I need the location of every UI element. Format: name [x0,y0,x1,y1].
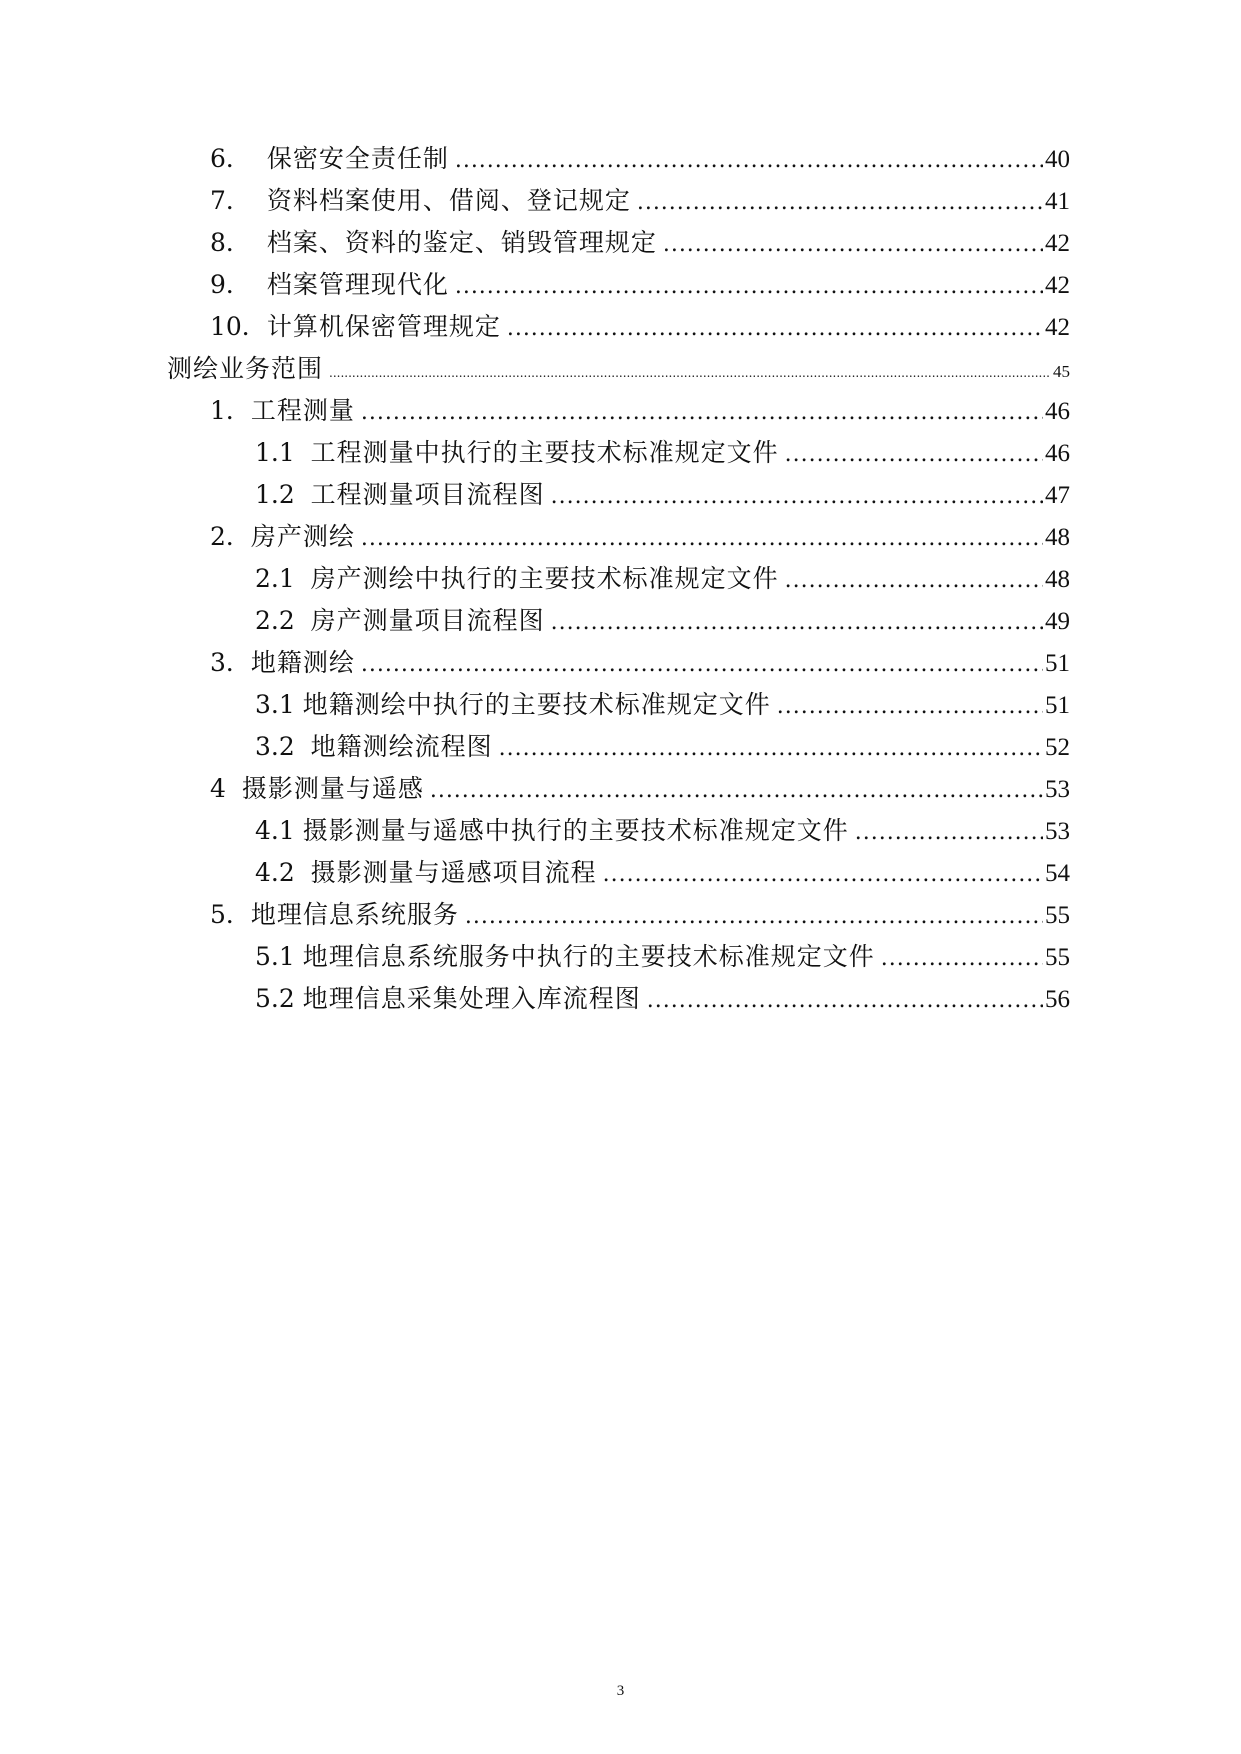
toc-subentry[interactable] [255,726,1070,768]
toc-entry-title: 地籍测绘流程图 [310,732,493,761]
toc-subentry[interactable] [255,558,1070,600]
toc-entry-number: 6． [210,144,267,173]
toc-entry[interactable] [210,222,1070,264]
toc-entry-number: 5.2 [255,984,303,1013]
toc-entry-title: 测绘业务范围 [167,354,324,383]
toc-section-heading[interactable] [167,348,1070,390]
toc-subentry[interactable] [255,600,1070,642]
toc-entry-page: 54 [1045,860,1070,887]
toc-entry[interactable] [210,138,1070,180]
toc-entry-page: 40 [1045,146,1070,173]
toc-subentry[interactable] [255,474,1070,516]
toc-dot-leader [603,854,1043,896]
toc-entry-number: 3.1 [255,690,303,719]
toc-entry-title: 地理信息系统服务中执行的主要技术标准规定文件 [302,942,875,971]
toc-entry-page: 53 [1045,818,1070,845]
toc-entry-number: 4.1 [255,816,303,845]
toc-subentry[interactable] [255,810,1070,852]
toc-entry-title: 摄影测量与遥感 [241,774,424,803]
toc-entry-title: 档案管理现代化 [266,270,449,299]
toc-entry-page: 46 [1045,440,1070,467]
toc-entry-title: 地籍测绘中执行的主要技术标准规定文件 [302,690,771,719]
toc-entry-title: 资料档案使用、借阅、登记规定 [266,186,631,215]
toc-entry-title: 房产测量项目流程图 [310,606,545,635]
toc-dot-leader [465,896,1043,938]
toc-dot-leader [455,140,1043,182]
toc-entry-title: 房产测绘中执行的主要技术标准规定文件 [310,564,779,593]
toc-dot-leader [361,644,1043,686]
toc-subentry[interactable] [255,852,1070,894]
toc-entry-number: 4.2 [255,858,311,887]
toc-entry-title: 工程测量 [250,396,355,425]
toc-dot-leader [785,434,1043,476]
toc-entry-number: 7． [210,186,267,215]
toc-entry-number: 1.1 [255,438,311,467]
toc-entry-page: 48 [1045,524,1070,551]
toc-dot-leader [785,560,1043,602]
toc-entry-title: 房产测绘 [250,522,355,551]
toc-entry-number: 10． [210,312,267,341]
toc-entry-title: 地籍测绘 [250,648,355,677]
toc-entry-title: 地理信息采集处理入库流程图 [302,984,641,1013]
toc-entry-page: 55 [1045,902,1070,929]
toc-entry-page: 48 [1045,566,1070,593]
toc-subentry[interactable] [255,978,1070,1020]
toc-entry-page: 41 [1045,188,1070,215]
toc-entry[interactable] [210,390,1070,432]
toc-entry-page: 56 [1045,986,1070,1013]
toc-dot-leader [455,266,1043,308]
toc-entry-title: 档案、资料的鉴定、销毁管理规定 [266,228,657,257]
toc-entry[interactable] [210,180,1070,222]
toc-entry-page: 49 [1045,608,1070,635]
toc-entry-page: 42 [1045,230,1070,257]
toc-entry[interactable] [210,516,1070,558]
toc-entry-page: 46 [1045,398,1070,425]
toc-entry-title: 摄影测量与遥感项目流程 [310,858,597,887]
toc-entry-page: 47 [1045,482,1070,509]
toc-dot-leader [551,602,1043,644]
toc-entry-page: 52 [1045,734,1070,761]
toc-dot-leader [663,224,1043,266]
toc-entry-title: 计算机保密管理规定 [266,312,501,341]
toc-entry-page: 45 [1053,362,1070,381]
toc-entry-number: 5.1 [255,942,303,971]
toc-dot-leader [361,518,1043,560]
toc-entry-number: 1． [210,396,251,425]
toc-dot-leader [637,182,1043,224]
toc-entry-number: 8． [210,228,267,257]
toc-entry-number: 3． [210,648,251,677]
toc-entry-number: 3.2 [255,732,311,761]
toc-dot-leader [881,938,1043,980]
toc-entry[interactable] [210,306,1070,348]
toc-dot-leader [499,728,1043,770]
toc-entry-title: 保密安全责任制 [266,144,449,173]
toc-dot-leader [361,392,1043,434]
toc-entry-number: 5． [210,900,251,929]
toc-entry-page: 53 [1045,776,1070,803]
toc-entry-title: 摄影测量与遥感中执行的主要技术标准规定文件 [302,816,849,845]
toc-entry-number: 1.2 [255,480,311,509]
toc-entry-page: 51 [1045,650,1070,677]
toc-entry-number: 2.2 [255,606,311,635]
toc-subentry[interactable] [255,432,1070,474]
toc-entry-page: 42 [1045,314,1070,341]
toc-entry-page: 42 [1045,272,1070,299]
toc-entry-number: 2.1 [255,564,311,593]
toc-entry[interactable] [210,264,1070,306]
toc-entry[interactable] [210,894,1070,936]
toc-dot-leader [430,770,1043,812]
toc-dot-leader [507,308,1043,350]
toc-entry-page: 55 [1045,944,1070,971]
toc-dot-leader [329,352,1051,394]
toc-entry[interactable] [210,642,1070,684]
toc-dot-leader [647,980,1043,1022]
toc-subentry[interactable] [255,936,1070,978]
toc-entry-title: 工程测量项目流程图 [310,480,545,509]
toc-entry-number: 2． [210,522,251,551]
toc-dot-leader [855,812,1043,854]
toc-entry[interactable] [210,768,1070,810]
toc-dot-leader [777,686,1043,728]
toc-dot-leader [551,476,1043,518]
toc-entry-title: 地理信息系统服务 [250,900,459,929]
toc-entry-page: 51 [1045,692,1070,719]
page-number: 3 [616,1683,625,1699]
toc-entry-title: 工程测量中执行的主要技术标准规定文件 [310,438,779,467]
toc-subentry[interactable] [255,684,1070,726]
toc-entry-number: 4 [210,774,242,803]
toc-entry-number: 9． [210,270,267,299]
